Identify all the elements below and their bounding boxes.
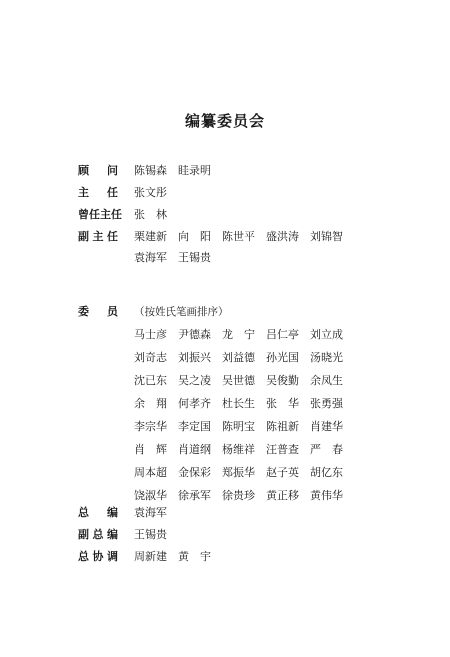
role-label: 顾 问: [78, 164, 118, 177]
member-name: 黄伟华: [310, 489, 343, 502]
member-name: 徐承军: [178, 489, 211, 502]
member-name: 盛洪涛: [266, 230, 299, 243]
member-name: 赵子英: [266, 466, 299, 479]
role-label: 总 编: [78, 506, 118, 519]
name-list: [134, 325, 354, 345]
committee-row: [0, 417, 450, 437]
member-name: 刘振兴: [178, 351, 211, 364]
member-name: 尹德森: [178, 328, 211, 341]
member-name: 何孝齐: [178, 397, 211, 410]
committee-row: [0, 302, 450, 322]
member-name: 杨维祥: [222, 443, 255, 456]
committee-row: [0, 525, 450, 545]
member-name: 肖 辉: [134, 443, 167, 456]
name-list: [134, 348, 354, 368]
member-name: 吴俊勤: [266, 374, 299, 387]
member-name: 徐贵珍: [222, 489, 255, 502]
member-name: 王锡贵: [134, 528, 167, 541]
committee-row: [0, 547, 450, 567]
member-name: 龙 宁: [222, 328, 255, 341]
member-name: 饶淑华: [134, 489, 167, 502]
member-name: 陈世平: [222, 230, 255, 243]
member-name: 陈锡森: [134, 164, 167, 177]
member-name: 汤晓光: [310, 351, 343, 364]
name-list: [134, 394, 354, 414]
role-label: 总 协 调: [78, 550, 118, 563]
member-name: 刘奇志: [134, 351, 167, 364]
member-name: 陈祖新: [266, 420, 299, 433]
page-title: 编纂委员会: [184, 112, 265, 130]
committee-row: [0, 463, 450, 483]
role-label: 委 员: [78, 305, 118, 318]
member-name: 眭录明: [178, 164, 211, 177]
member-name: 李宗华: [134, 420, 167, 433]
member-name: 陈明宝: [222, 420, 255, 433]
role-label: 副 总 编: [78, 528, 118, 541]
member-name: 刘锦智: [310, 230, 343, 243]
name-list: [134, 227, 354, 247]
sort-note: （按姓氏笔画排序）: [134, 306, 229, 318]
member-name: 肖道纲: [178, 443, 211, 456]
committee-row: [0, 371, 450, 391]
member-name: 张 林: [134, 208, 167, 221]
name-list: [134, 417, 354, 437]
name-list: [134, 183, 178, 203]
member-name: 杜长生: [222, 397, 255, 410]
member-name: 吕仁亭: [266, 328, 299, 341]
committee-row: [0, 183, 450, 203]
member-name: 郑振华: [222, 466, 255, 479]
committee-row: [0, 205, 450, 225]
member-name: 汪普查: [266, 443, 299, 456]
name-list: [134, 463, 354, 483]
member-name: 张文彤: [134, 186, 167, 199]
name-list: [134, 205, 178, 225]
member-name: 余凤生: [310, 374, 343, 387]
member-name: 金保彩: [178, 466, 211, 479]
committee-row: [0, 394, 450, 414]
role-label: 主 任: [78, 186, 118, 199]
member-name: 袁海军: [134, 506, 167, 519]
name-list: [134, 440, 354, 460]
committee-row: [0, 248, 450, 268]
name-list: [134, 371, 354, 391]
member-name: 张勇强: [310, 397, 343, 410]
member-name: 周本超: [134, 466, 167, 479]
name-list: [134, 248, 222, 268]
name-list: [134, 161, 222, 181]
committee-row: [0, 348, 450, 368]
committee-row: [0, 227, 450, 247]
name-list: [134, 503, 178, 523]
member-name: 孙光国: [266, 351, 299, 364]
member-name: 向 阳: [178, 230, 211, 243]
member-name: 周新建: [134, 550, 167, 563]
member-name: 袁海军: [134, 251, 167, 264]
member-name: 王锡贵: [178, 251, 211, 264]
member-name: 李定国: [178, 420, 211, 433]
member-name: 刘益德: [222, 351, 255, 364]
member-name: 余 翔: [134, 397, 167, 410]
committee-row: [0, 161, 450, 181]
name-list: [134, 547, 222, 567]
member-name: 刘立成: [310, 328, 343, 341]
member-name: 肖建华: [310, 420, 343, 433]
member-name: 栗建新: [134, 230, 167, 243]
committee-row: [0, 440, 450, 460]
committee-row: [0, 503, 450, 523]
member-name: 胡亿东: [310, 466, 343, 479]
role-label: 曾 任 主 任: [78, 208, 122, 221]
role-label: 副 主 任: [78, 230, 118, 243]
member-name: 吴世德: [222, 374, 255, 387]
member-name: 黄正移: [266, 489, 299, 502]
member-name: 吴之凌: [178, 374, 211, 387]
member-name: 严 春: [310, 443, 343, 456]
member-name: 黄 宇: [178, 550, 211, 563]
committee-row: [0, 325, 450, 345]
member-name: 沈已东: [134, 374, 167, 387]
name-list: [134, 525, 178, 545]
member-name: 马士彦: [134, 328, 167, 341]
member-name: 张 华: [266, 397, 299, 410]
